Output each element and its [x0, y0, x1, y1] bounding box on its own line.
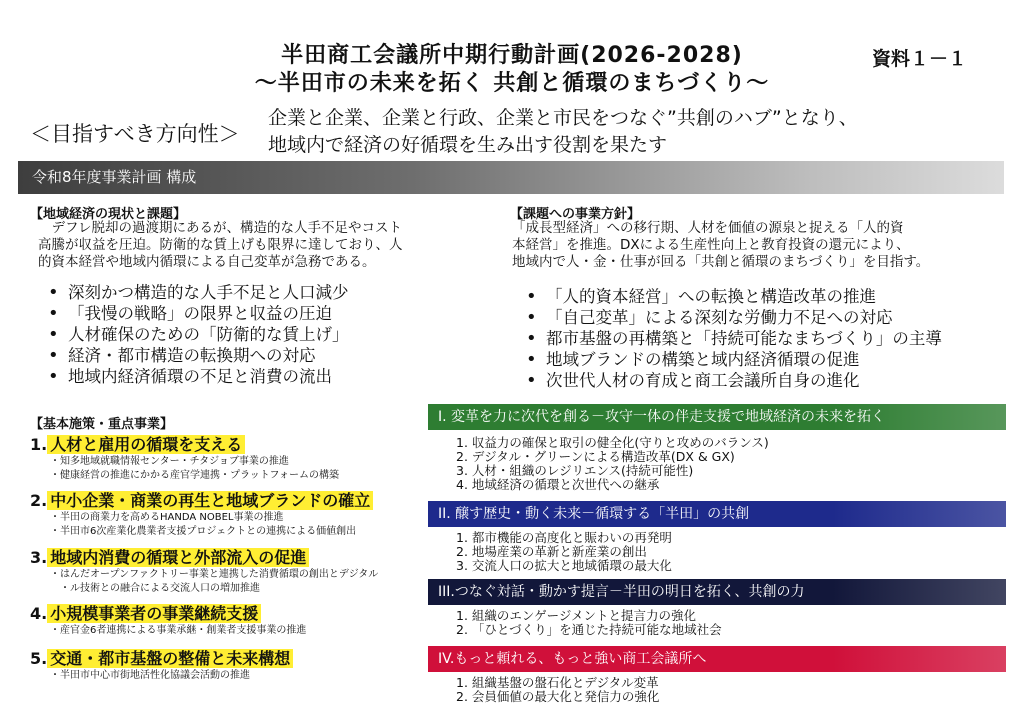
- list-item: • 地域内経済循環の不足と消費の流出: [42, 366, 349, 387]
- text-line: デフレ脱却の過渡期にあるが、構造的な人手不足やコスト: [38, 220, 402, 236]
- pillar-1-items: [456, 436, 769, 492]
- measure-title-text: 地域内消費の循環と外部流入の促進: [47, 548, 309, 567]
- pillar-4-header: IV.もっと頼れる、もっと強い商工会議所へ: [428, 646, 1006, 672]
- list-item: • 「人的資本経営」への転換と構造改革の推進: [520, 286, 942, 307]
- aim-statement: [268, 105, 858, 159]
- subitem: ・ 健康経営の推進にかかる産官学連携・プラットフォームの構築: [50, 469, 339, 483]
- measure-title: [30, 432, 339, 455]
- pillar-2-items: [456, 531, 672, 573]
- measure-title: [30, 601, 306, 624]
- subitem: ・ 半田市中心市街地活性化協議会活動の推進: [50, 669, 293, 683]
- measure-2: [30, 488, 373, 539]
- aim-line-1: 企業と企業、企業と行政、企業と市民をつなぐ”共創のハブ”となり、: [268, 107, 858, 129]
- measure-title-text: 交通・都市基盤の整備と未来構想: [47, 649, 293, 668]
- measure-title: [30, 545, 378, 568]
- measure-1: [30, 432, 339, 483]
- text-line: 的資本経営や地域内循環による自己変革が急務である。: [38, 254, 376, 270]
- measure-subitems: [30, 624, 306, 638]
- pillar-item: 2. 会員価値の最大化と発信力の強化: [456, 689, 660, 704]
- pillar-3-items: [456, 609, 722, 637]
- section-banner: 令和8年度事業計画 構成: [18, 161, 1004, 194]
- measure-subitems: [30, 669, 293, 683]
- measure-number: 4.: [30, 604, 48, 623]
- pillar-item: 1. 組織のエンゲージメントと提言力の強化: [456, 608, 697, 623]
- measure-title: [30, 646, 293, 669]
- policy-text: [512, 220, 1012, 271]
- list-item: • 深刻かつ構造的な人手不足と人口減少: [42, 282, 349, 303]
- pillar-item: 1. 収益力の確保と取引の健全化(守りと攻めのバランス): [456, 435, 769, 450]
- subitem: ・ 半田の商業力を高めるHANDA NOBEL事業の推進: [50, 511, 373, 525]
- text-line: 高騰が収益を圧迫。防衛的な賃上げも限界に達しており、人: [38, 237, 403, 253]
- measure-number: 1.: [30, 435, 48, 454]
- pillar-item: 2. 地場産業の革新と新産業の創出: [456, 544, 647, 559]
- pillar-3-header: III.つなぐ対話・動かす提言－半田の明日を拓く、共創の力: [428, 579, 1006, 605]
- measure-3: [30, 545, 378, 596]
- measure-title-text: 人材と雇用の循環を支える: [47, 435, 245, 454]
- subitem: ・ 半田市6次産業化農業者支援プロジェクトとの連携による価値創出: [50, 525, 373, 539]
- list-item: • 地域ブランドの構築と域内経済循環の促進: [520, 349, 942, 370]
- pillar-item: 2. デジタル・グリーンによる構造改革(DX & GX): [456, 449, 735, 464]
- pillar-item: 3. 人材・組織のレジリエンス(持続可能性): [456, 463, 694, 478]
- pillar-item: 3. 交流人口の拡大と地域循環の最大化: [456, 558, 672, 573]
- aim-label: ＜目指すべき方向性＞: [30, 122, 240, 146]
- policy-heading: 【課題への事業方針】: [510, 207, 641, 222]
- measure-5: [30, 646, 293, 683]
- measure-subitems: [30, 568, 378, 596]
- pillar-item: 1. 組織基盤の盤石化とデジタル変革: [456, 675, 659, 690]
- pillar-4-items: [456, 676, 659, 704]
- list-item: • 「我慢の戦略」の限界と収益の圧迫: [42, 303, 349, 324]
- current-situation-heading: 【地域経済の現状と課題】: [30, 207, 187, 222]
- document-reference: 資料１－１: [872, 48, 968, 70]
- subitem-continuation: ・ ル技術との融合による交流人口の増加推進: [50, 582, 378, 596]
- text-line: 本経営」を推進。DXによる生産性向上と教育投資の還元により、: [512, 237, 910, 253]
- subitem: ・ 産官金6者連携による事業承継・創業者支援事業の推進: [50, 624, 306, 638]
- basic-measures-heading: 【基本施策・重点事業】: [30, 417, 174, 432]
- page-title: 半田商工会議所中期行動計画(2026-2028): [281, 43, 743, 68]
- subitem: ・ はんだオープンファクトリー事業と連携した消費循環の創出とデジタル: [50, 568, 378, 582]
- measure-4: [30, 601, 306, 638]
- measure-title-text: 中小企業・商業の再生と地域ブランドの確立: [47, 491, 373, 510]
- measure-number: 5.: [30, 649, 48, 668]
- list-item: • 人材確保のための「防衛的な賃上げ」: [42, 324, 349, 345]
- pillar-2-header: II. 醸す歴史・動く未来－循環する「半田」の共創: [428, 501, 1006, 527]
- measure-subitems: [30, 511, 373, 539]
- pillar-item: 2. 「ひとづくり」を通じた持続可能な地域社会: [456, 622, 722, 637]
- list-item: • 「自己変革」による深刻な労働力不足への対応: [520, 307, 942, 328]
- list-item: • 都市基盤の再構築と「持続可能なまちづくり」の主導: [520, 328, 942, 349]
- text-line: 地域内で人・金・仕事が回る「共創と循環のまちづくり」を目指す。: [512, 254, 930, 270]
- text-line: 「成長型経済」への移行期、人材を価値の源泉と捉える「人的資: [512, 220, 904, 236]
- page-subtitle: ～半田市の未来を拓く 共創と循環のまちづくり～: [254, 71, 770, 96]
- list-item: • 次世代人材の育成と商工会議所自身の進化: [520, 370, 942, 391]
- measure-title-text: 小規模事業者の事業継続支援: [47, 604, 261, 623]
- subitem: ・ 知多地域就職情報センター・チタジョブ事業の推進: [50, 455, 339, 469]
- pillar-item: 4. 地域経済の循環と次世代への継承: [456, 477, 660, 492]
- list-item: • 経済・都市構造の転換期への対応: [42, 345, 349, 366]
- current-situation-text: [38, 220, 498, 271]
- measure-title: [30, 488, 373, 511]
- aim-line-2: 地域内で経済の好循環を生み出す役割を果たす: [268, 134, 668, 156]
- measure-subitems: [30, 455, 339, 483]
- current-situation-bullets: [42, 282, 349, 387]
- measure-number: 3.: [30, 548, 48, 567]
- measure-number: 2.: [30, 491, 48, 510]
- policy-bullets: [520, 286, 942, 391]
- pillar-item: 1. 都市機能の高度化と賑わいの再発明: [456, 530, 672, 545]
- pillar-1-header: I. 変革を力に次代を創る－攻守一体の伴走支援で地域経済の未来を拓く: [428, 404, 1006, 430]
